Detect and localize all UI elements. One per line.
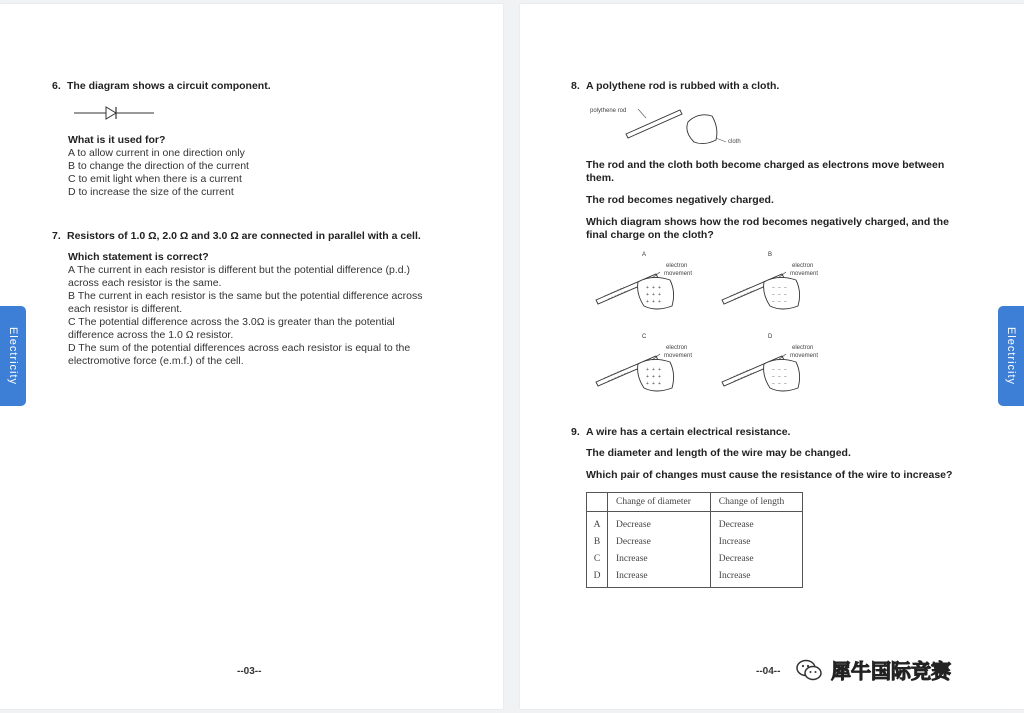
svg-text:−: − [784, 374, 787, 380]
svg-text:+: + [646, 374, 649, 380]
watermark-text: 犀牛国际竞赛 [831, 659, 951, 683]
rod-and-cloth-figure [622, 104, 732, 148]
wechat-icon [795, 658, 823, 682]
question-6-option-b[interactable]: B to change the direction of the current [68, 160, 249, 172]
question-6-body [68, 134, 468, 199]
svg-text:−: − [772, 292, 775, 298]
question-7-title: 7. Resistors of 1.0 Ω, 2.0 Ω and 3.0 Ω are connected in parallel with a cell. [52, 230, 421, 242]
question-9-title: 9. A wire has a certain electrical resistance. [571, 426, 791, 438]
svg-text:−: − [778, 292, 781, 298]
rod-cloth-diagram [594, 254, 704, 318]
diagram-letter: D [768, 334, 773, 340]
table-header-length: Change of length [710, 493, 802, 512]
svg-text:+: + [658, 367, 661, 373]
side-tab-left[interactable] [0, 306, 26, 406]
svg-text:−: − [778, 381, 781, 387]
row-letter: B [587, 533, 608, 550]
svg-text:−: − [784, 381, 787, 387]
svg-text:+: + [646, 285, 649, 291]
svg-text:+: + [652, 292, 655, 298]
svg-text:−: − [772, 285, 775, 291]
row-length: Decrease [710, 512, 802, 534]
table-header-diameter: Change of diameter [608, 493, 711, 512]
cloth-label: cloth [728, 139, 741, 145]
svg-text:+: + [646, 292, 649, 298]
svg-text:−: − [784, 367, 787, 373]
svg-text:−: − [778, 285, 781, 291]
row-length: Increase [710, 567, 802, 588]
question-8-line-2: The rod becomes negatively charged. [586, 194, 774, 206]
question-7-option-a[interactable]: A The current in each resistor is different but the potential difference (p.d.) across each resistor is the same. [68, 264, 411, 289]
rod-label: polythene rod [590, 108, 627, 114]
side-tab-label: Electricity [1005, 326, 1017, 386]
question-9 [571, 426, 991, 439]
side-tab-label: Electricity [7, 326, 19, 386]
svg-text:−: − [784, 285, 787, 291]
question-7-prompt: Which statement is correct? [68, 251, 209, 263]
row-diameter: Decrease [608, 512, 711, 534]
question-7-option-c[interactable]: C The potential difference across the 3.0Ω is greater than the potential difference across the 1.0 Ω resistor. [68, 316, 395, 341]
svg-text:−: − [772, 381, 775, 387]
table-row[interactable] [587, 550, 803, 567]
diagram-option-d[interactable] [720, 336, 830, 400]
row-diameter: Increase [608, 550, 711, 567]
svg-text:+: + [652, 367, 655, 373]
svg-text:+: + [646, 381, 649, 387]
resistance-table [586, 492, 803, 588]
question-8-title: 8. A polythene rod is rubbed with a cloth. [571, 80, 780, 92]
row-letter: A [587, 512, 608, 534]
svg-text:+: + [652, 285, 655, 291]
question-9-line-1: The diameter and length of the wire may be changed. [586, 447, 851, 459]
svg-text:+: + [652, 374, 655, 380]
question-6-prompt: What is it used for? [68, 134, 166, 146]
question-8 [571, 80, 991, 93]
svg-text:+: + [658, 374, 661, 380]
watermark [795, 655, 951, 684]
svg-text:+: + [652, 299, 655, 305]
svg-text:−: − [784, 299, 787, 305]
row-letter: D [587, 567, 608, 588]
diagram-option-c[interactable] [594, 336, 704, 400]
diagram-letter: A [642, 252, 647, 258]
svg-text:+: + [646, 367, 649, 373]
svg-text:+: + [658, 299, 661, 305]
question-7-body [68, 251, 443, 368]
question-6-option-c[interactable]: C to emit light when there is a current [68, 173, 242, 185]
svg-text:−: − [772, 299, 775, 305]
movement-label: movement [664, 353, 693, 359]
diode-symbol-icon [74, 104, 154, 122]
svg-text:+: + [658, 285, 661, 291]
question-9-body [586, 447, 966, 482]
row-length: Increase [710, 533, 802, 550]
question-8-line-1: The rod and the cloth both become charged as electrons move between them. [586, 159, 945, 184]
question-7-option-d[interactable]: D The sum of the potential differences across each resistor is equal to the electromotive force (e.m.f.) of the cell. [68, 342, 411, 367]
question-7-option-b[interactable]: B The current in each resistor is the same but the potential difference across each resistor is different. [68, 290, 423, 315]
row-diameter: Decrease [608, 533, 711, 550]
rod-cloth-diagram [720, 254, 830, 318]
question-6-option-d[interactable]: D to increase the size of the current [68, 186, 234, 198]
svg-text:−: − [784, 292, 787, 298]
svg-text:−: − [778, 367, 781, 373]
svg-text:−: − [778, 299, 781, 305]
row-length: Decrease [710, 550, 802, 567]
question-9-line-2: Which pair of changes must cause the resistance of the wire to increase? [586, 469, 953, 481]
electron-label: electron [792, 263, 814, 269]
svg-text:−: − [772, 374, 775, 380]
side-tab-right[interactable] [998, 306, 1024, 406]
svg-text:+: + [652, 381, 655, 387]
rod-cloth-diagram [594, 336, 704, 400]
question-6-option-a[interactable]: A to allow current in one direction only [68, 147, 245, 159]
diagram-letter: C [642, 334, 647, 340]
rod-cloth-diagram [720, 336, 830, 400]
table-row[interactable] [587, 567, 803, 588]
electron-label: electron [792, 345, 814, 351]
electron-label: electron [666, 345, 688, 351]
diagram-letter: B [768, 252, 773, 258]
table-row[interactable] [587, 512, 803, 534]
question-6-title: 6. The diagram shows a circuit component. [52, 80, 271, 92]
movement-label: movement [790, 271, 819, 277]
diagram-option-b[interactable] [720, 254, 830, 318]
svg-text:−: − [778, 374, 781, 380]
question-8-line-3: Which diagram shows how the rod becomes negatively charged, and the final charge on the cloth? [586, 216, 949, 241]
question-6 [52, 80, 472, 93]
electron-label: electron [666, 263, 688, 269]
page-number-left: --03-- [237, 666, 262, 677]
table-header-blank [587, 493, 608, 512]
svg-text:+: + [658, 381, 661, 387]
row-diameter: Increase [608, 567, 711, 588]
diagram-option-a[interactable] [594, 254, 704, 318]
table-row[interactable] [587, 533, 803, 550]
svg-text:−: − [772, 367, 775, 373]
page-number-right: --04-- [756, 666, 781, 677]
movement-label: movement [664, 271, 693, 277]
movement-label: movement [790, 353, 819, 359]
svg-text:+: + [646, 299, 649, 305]
question-7 [52, 230, 482, 243]
question-8-body [586, 159, 966, 242]
svg-text:+: + [658, 292, 661, 298]
row-letter: C [587, 550, 608, 567]
